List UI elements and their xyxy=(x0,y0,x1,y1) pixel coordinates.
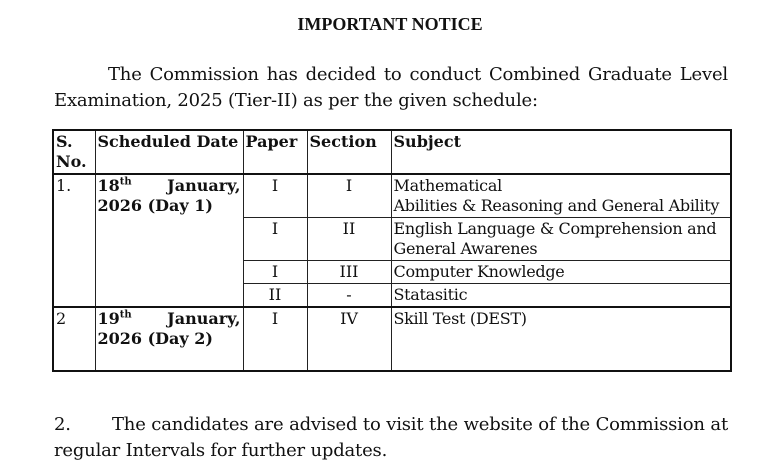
paper-cell: I xyxy=(243,218,307,261)
section-cell: IV xyxy=(307,307,391,371)
paper-cell: I xyxy=(243,307,307,371)
subject-cell: Statasitic xyxy=(391,284,731,308)
header-date: Scheduled Date xyxy=(95,130,243,174)
section-cell: II xyxy=(307,218,391,261)
schedule-table xyxy=(52,129,732,372)
table-header-row xyxy=(53,130,731,174)
subject-cell: Computer Knowledge xyxy=(391,261,731,284)
paper-cell: I xyxy=(243,174,307,218)
table-row xyxy=(53,174,731,218)
paper-cell: I xyxy=(243,261,307,284)
header-paper: Paper xyxy=(243,130,307,174)
notice-title: IMPORTANT NOTICE xyxy=(297,14,483,34)
footer-paragraph: 2. The candidates are advised to visit the website of the Commission at regular Intervals for further updates. xyxy=(54,414,728,461)
section-cell: - xyxy=(307,284,391,308)
paper-cell: II xyxy=(243,284,307,308)
day1-date: 18th January, 2026 (Day 1) xyxy=(95,174,243,307)
intro-paragraph: The Commission has decided to conduct Combined Graduate Level Examination, 2025 (Tier-II) as per the given schedule: xyxy=(54,64,728,111)
day2-sno: 2 xyxy=(53,307,95,371)
table-row xyxy=(53,307,731,371)
section-cell: III xyxy=(307,261,391,284)
subject-cell: Mathematical Abilities & Reasoning and General Ability xyxy=(391,174,731,218)
day2-date: 19th January, 2026 (Day 2) xyxy=(95,307,243,371)
day1-sno: 1. xyxy=(53,174,95,307)
section-cell: I xyxy=(307,174,391,218)
subject-cell: Skill Test (DEST) xyxy=(391,307,731,371)
subject-cell: English Language & Comprehension and General Awarenes xyxy=(391,218,731,261)
header-section: Section xyxy=(307,130,391,174)
header-subject: Subject xyxy=(391,130,731,174)
header-sno: S. No. xyxy=(53,130,95,174)
